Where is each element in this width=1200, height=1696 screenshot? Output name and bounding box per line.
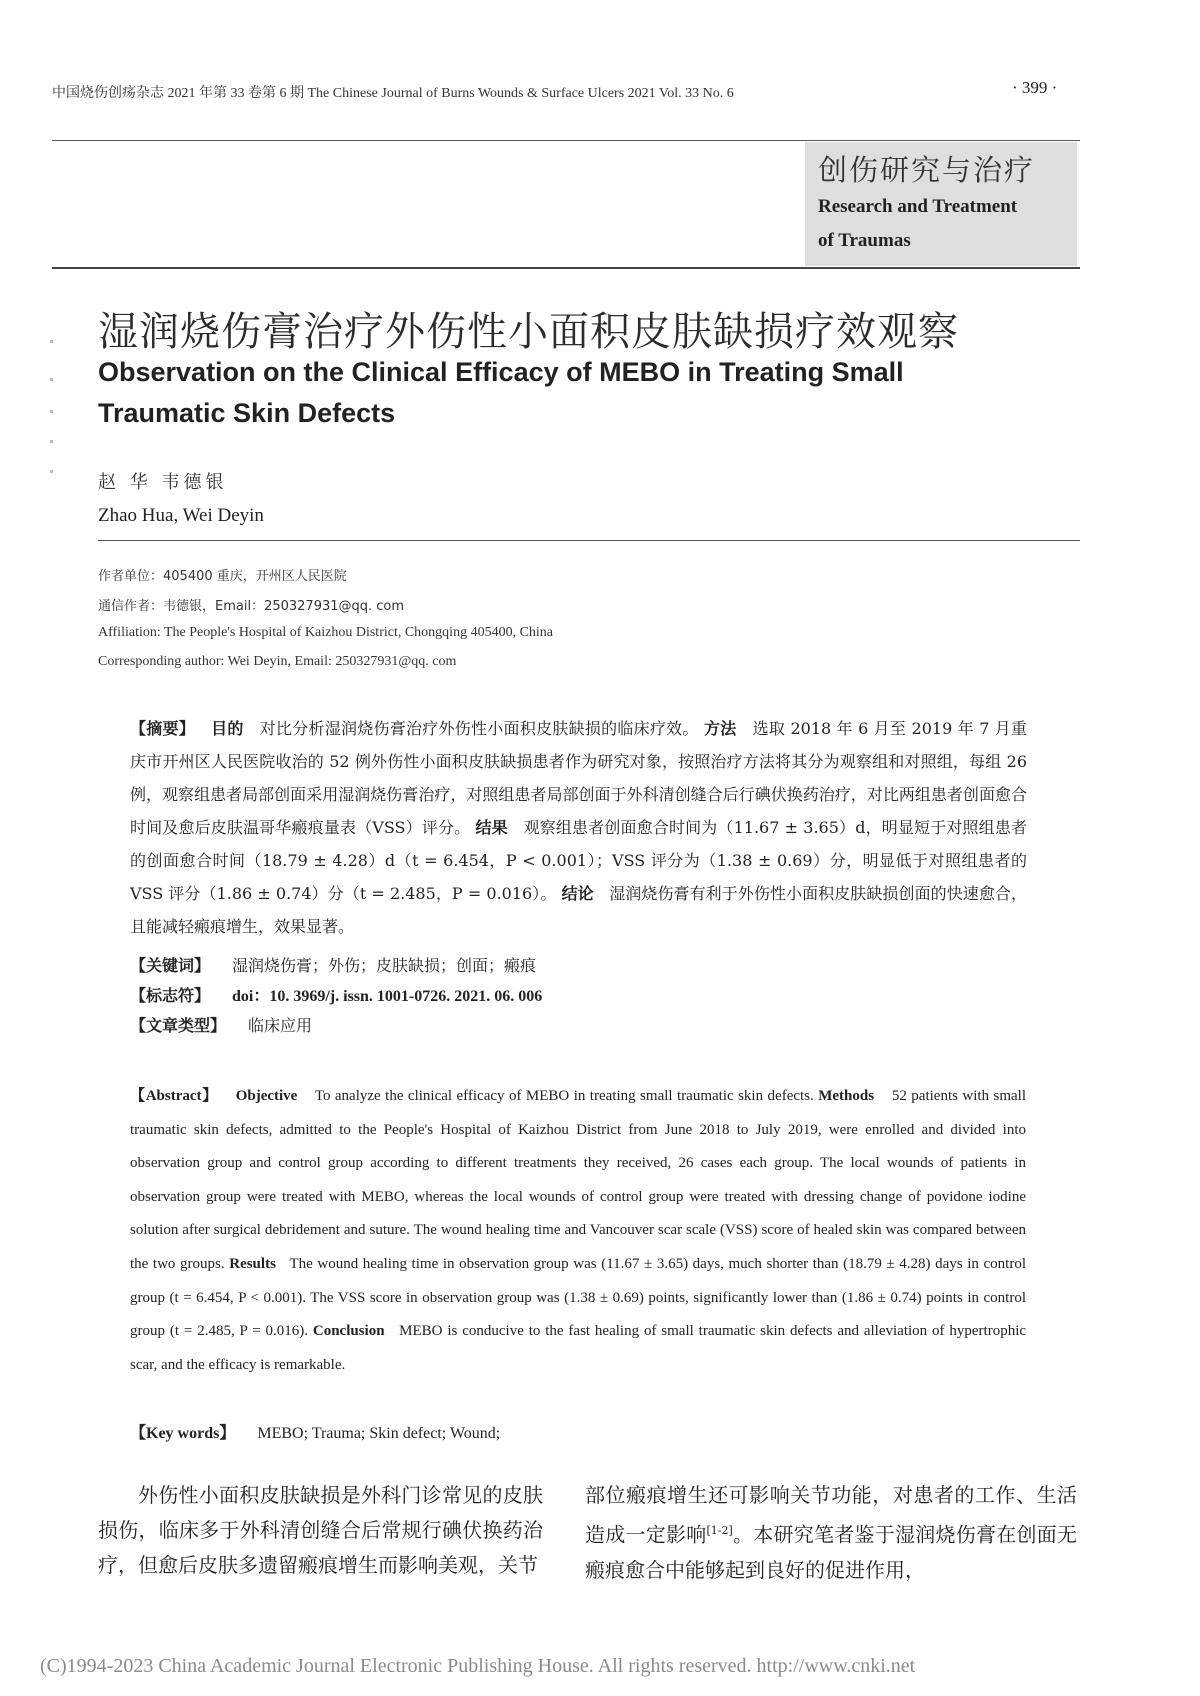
methods-en-label: Methods [818, 1088, 875, 1104]
keywords-zh-text: 湿润烧伤膏；外伤；皮肤缺损；创面；瘢痕 [232, 956, 537, 975]
affiliation-zh: 作者单位：405400 重庆，开州区人民医院 [98, 569, 347, 584]
article-type-line [130, 1013, 312, 1036]
keywords-zh [130, 953, 536, 976]
conclusion-en-label: Conclusion [312, 1323, 385, 1340]
results-en: The wound healing time in observation group was (11.67 ± 3.65) days, much shorter than (18.79 ± 4.28) days in control group (t = 6.454, P < 0.001). The VSS score in observation group was (1.38 ± 0.69) points, significantly lower than (1.86 ± 0.74) points in control group (t = 2.485, P = 0.016). [130, 1255, 1027, 1340]
article-type-text: 临床应用 [248, 1016, 313, 1035]
corresponding-en: Corresponding author: Wei Deyin, Email: 250327931@qq. com [98, 654, 457, 669]
page-number: · 399 · [1012, 78, 1058, 97]
authors-rule [98, 540, 1080, 541]
body-right-text-b: 。本研究笔者鉴于湿润烧伤膏在创面无瘢痕愈合中能够起到良好的促进作用， [585, 1522, 1078, 1582]
conclusion-zh: 湿润烧伤膏有利于外伤性小面积皮肤缺损创面的快速愈合，且能减轻瘢痕增生，效果显著。 [130, 884, 1028, 936]
objective-en: To analyze the clinical efficacy of MEBO in treating small traumatic skin defects. [314, 1088, 814, 1104]
affiliation-en: Affiliation: The People's Hospital of Kaizhou District, Chongqing 405400, China [98, 625, 554, 640]
margin-marks [50, 340, 54, 490]
doi-label: 【标志符】 [130, 986, 211, 1005]
body-left-column [98, 1478, 543, 1583]
methods-en: 52 patients with small traumatic skin defects, admitted to the People's Hospital of Kaizhou District from June 2018 to July 2019, were enrolled and divided into observation group and control group according to different treatments they received, 26 cases each group. The local wounds of patients in observation group were treated with MEBO, whereas the local wounds of control group were treated with dressing change of povidone iodine solution after surgical debridement and suture. The wound healing time and Vancouver scar scale (VSS) score of healed skin was compared between the two groups. [130, 1088, 1026, 1272]
conclusion-en: MEBO is conducive to the fast healing of small traumatic skin defects and alleviation of hypertrophic scar, and the efficacy is remarkable. [130, 1323, 1027, 1373]
column-title-en-line2: of Traumas [818, 230, 911, 251]
abstract-en-label: 【Abstract】 [130, 1088, 218, 1104]
keywords-en-label: 【Key words】 [130, 1425, 236, 1442]
title-en-line2: Traumatic Skin Defects [98, 398, 396, 428]
keywords-en-text: MEBO; Trauma; Skin defect; Wound; [257, 1425, 501, 1442]
results-en-label: Results [229, 1255, 276, 1272]
results-zh-label: 结果 [475, 818, 508, 837]
citation-ref: [1-2] [706, 1524, 733, 1537]
column-title-en-line1: Research and Treatment [818, 196, 1018, 217]
doi-line [130, 983, 564, 1006]
objective-en-label: Objective [235, 1088, 298, 1104]
title-top-rule [52, 267, 1080, 269]
keywords-en [130, 1420, 500, 1443]
results-zh: 观察组患者创面愈合时间为（11.67 ± 3.65）d，明显短于对照组患者的创面愈合时间（18.79 ± 4.28）d（t = 6.454，P < 0.001）；VSS 评分为（1.38 ± 0.69）分，明显低于对照组患者的 VSS 评分（1.86 ± 0.74）分（t = 2.485，P = 0.016）。 [130, 818, 1027, 903]
methods-zh-label: 方法 [704, 719, 737, 738]
conclusion-zh-label: 结论 [561, 884, 594, 903]
article-type-label: 【文章类型】 [130, 1016, 227, 1035]
title-en-line1: Observation on the Clinical Efficacy of MEBO in Treating Small [98, 357, 904, 387]
corresponding-zh: 通信作者：韦德银，Email：250327931@qq. com [98, 599, 405, 614]
abstract-zh-label: 【摘要】 [130, 719, 196, 738]
body-right-column [585, 1478, 1077, 1588]
title-zh: 湿润烧伤膏治疗外伤性小面积皮肤缺损疗效观察 [98, 309, 959, 355]
doi-text: doi：10. 3969/j. issn. 1001-0726. 2021. 06. 006 [232, 988, 543, 1005]
authors-zh: 赵 华 韦德银 [98, 472, 228, 493]
header-rule [52, 140, 1080, 141]
methods-zh: 选取 2018 年 6 月至 2019 年 7 月重庆市开州区人民医院收治的 52 例外伤性小面积皮肤缺损患者作为研究对象，按照治疗方法将其分为观察组和对照组，每组 26 例，观察组患者局部创面采用湿润烧伤膏治疗，对照组患者局部创面于外科清创缝合后行碘伏换药治疗，对比两组患者创面愈合时间及愈后皮肤温哥华瘢痕量表（VSS）评分。 [130, 719, 1027, 837]
keywords-zh-label: 【关键词】 [130, 956, 211, 975]
body-right-text-a: 部位瘢痕增生还可影响关节功能，对患者的工作、生活造成一定影响 [585, 1483, 1077, 1547]
objective-zh: 对比分析湿润烧伤膏治疗外伤性小面积皮肤缺损的临床疗效。 [259, 719, 699, 738]
column-title-zh: 创伤研究与治疗 [818, 153, 1036, 187]
abstract-en [130, 1080, 1026, 1382]
copyright-footer: (C)1994-2023 China Academic Journal Electronic Publishing House. All rights reserved. http://www.cnki.net [40, 1655, 916, 1677]
authors-en: Zhao Hua, Wei Deyin [98, 505, 264, 526]
body-left-text: 外伤性小面积皮肤缺损是外科门诊常见的皮肤损伤，临床多于外科清创缝合后常规行碘伏换药治疗，但愈后皮肤多遗留瘢痕增生而影响美观，关节 [98, 1483, 543, 1577]
objective-zh-label: 目的 [211, 719, 244, 738]
abstract-zh [130, 712, 1027, 943]
running-head: 中国烧伤创疡杂志 2021 年第 33 卷第 6 期 The Chinese Journal of Burns Wounds & Surface Ulcers 2021 Vol. 33 No. 6 [52, 86, 734, 101]
